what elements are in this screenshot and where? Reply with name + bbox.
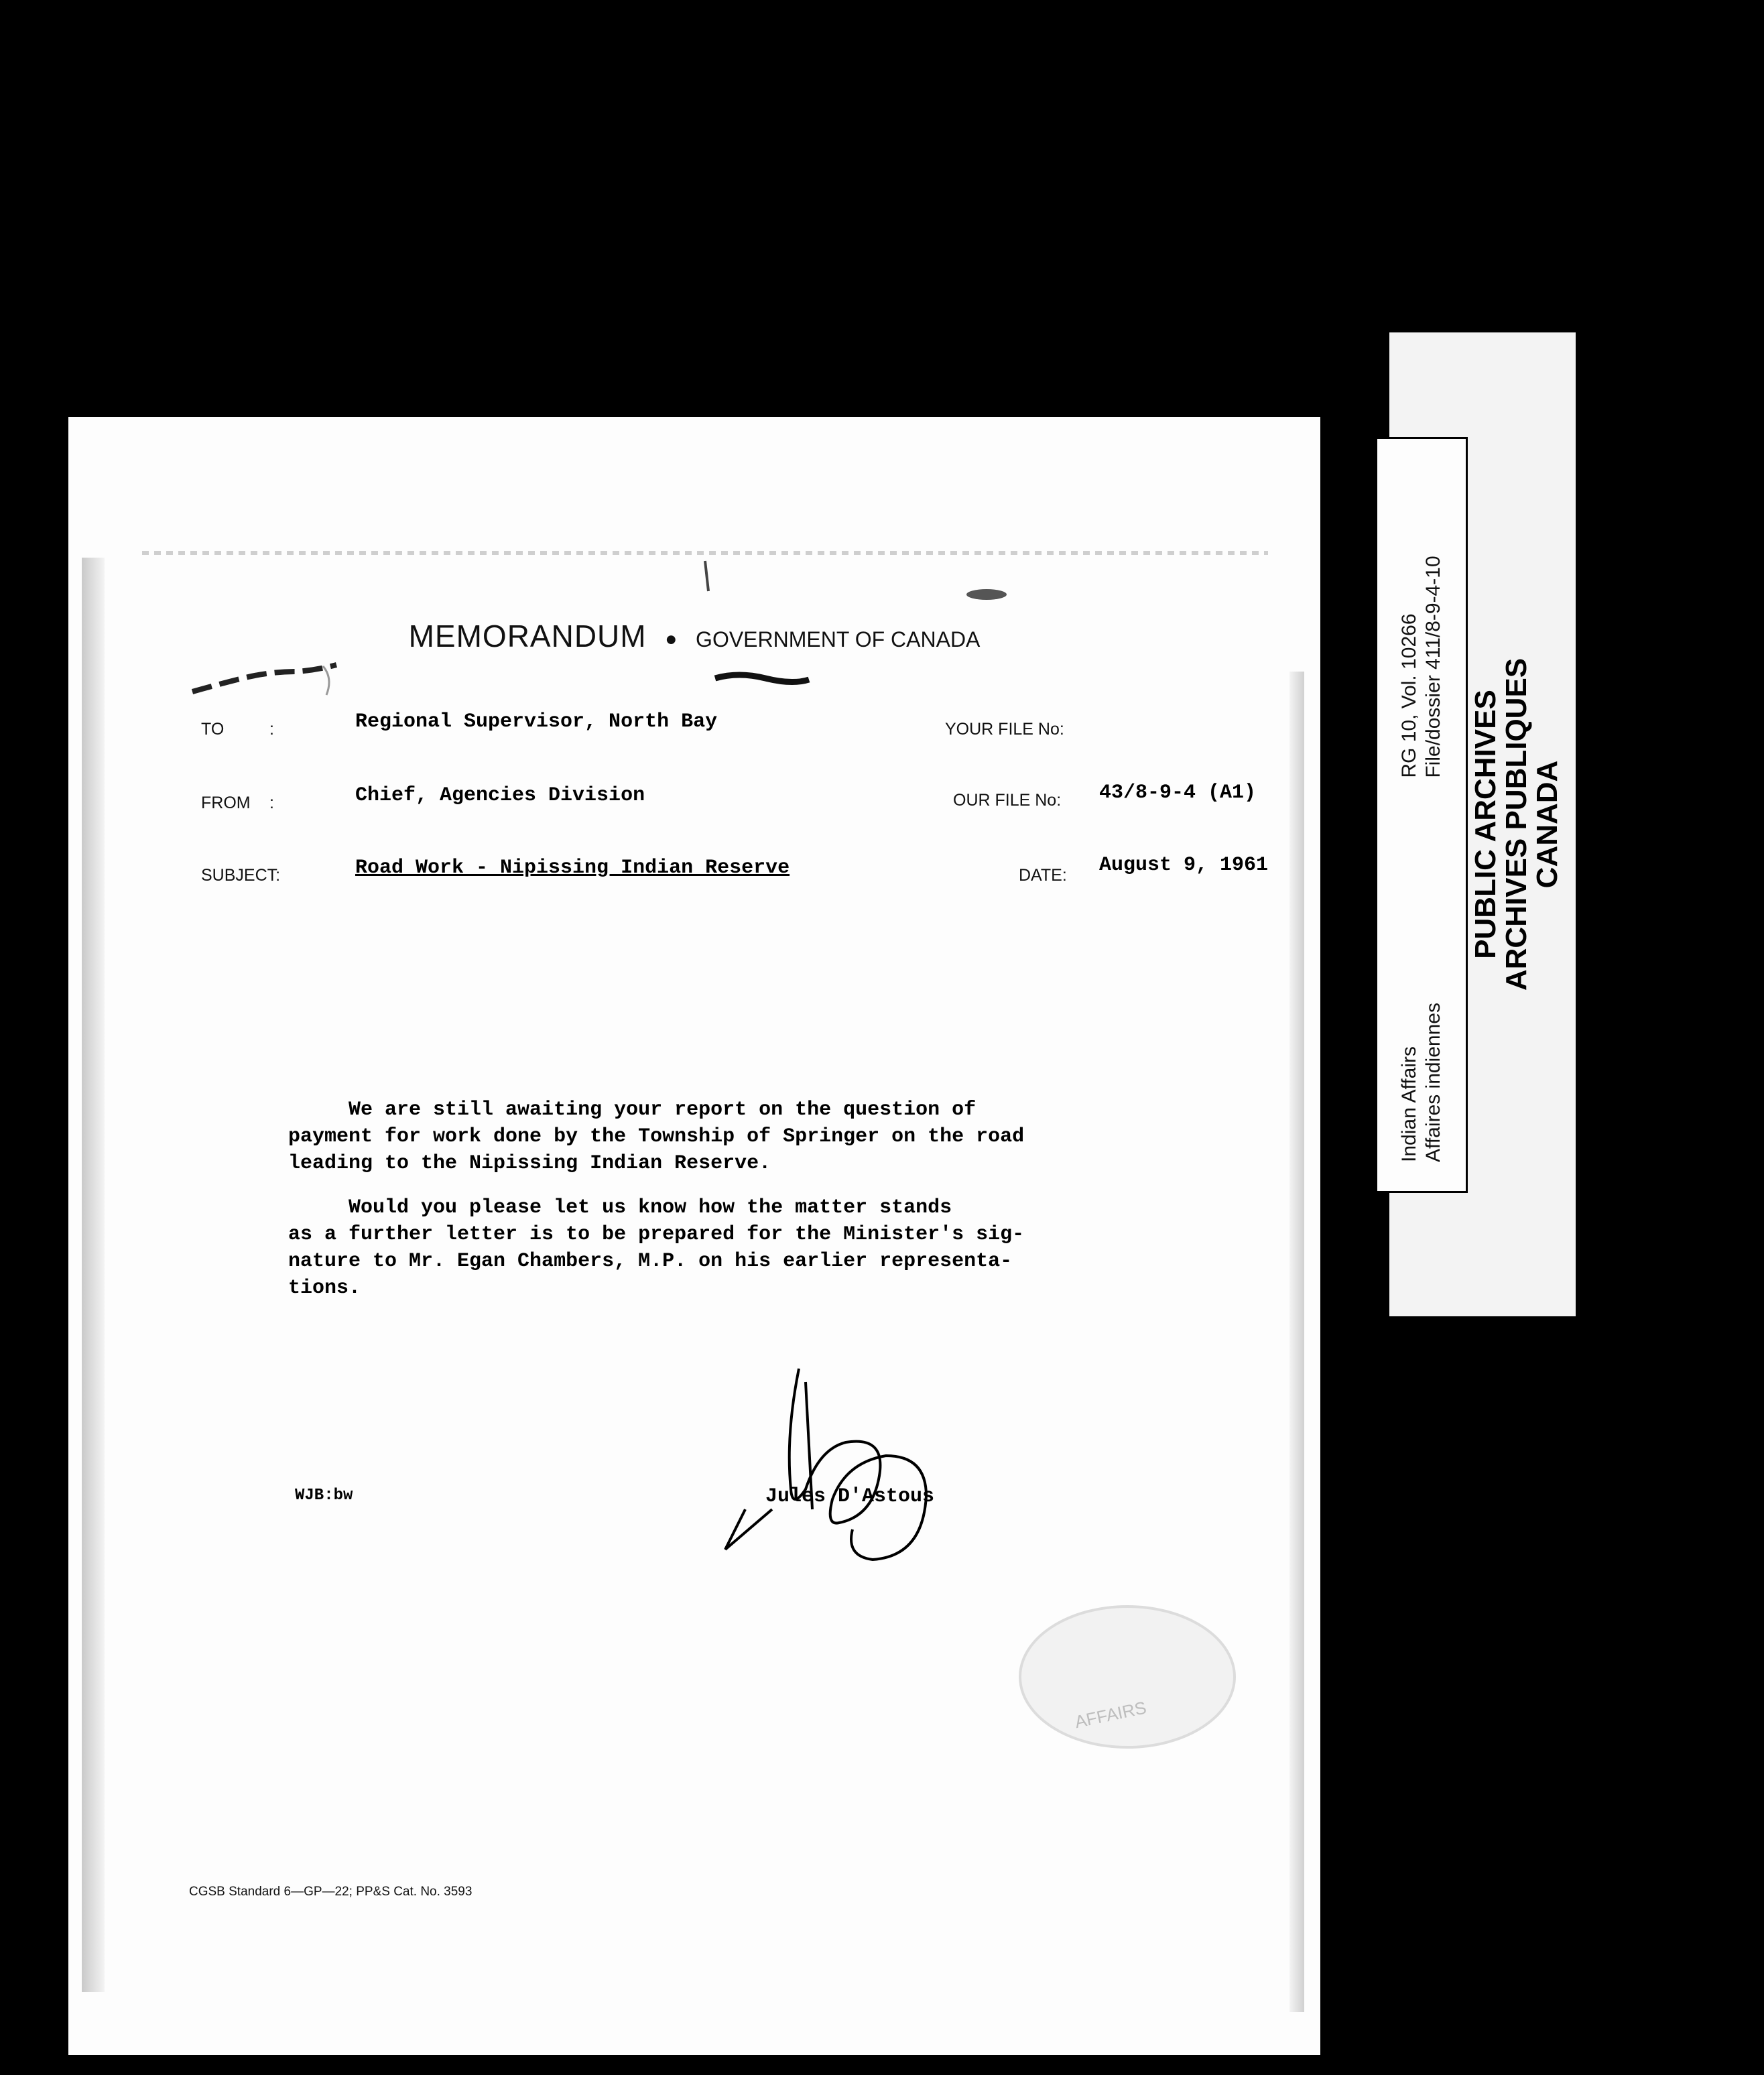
- body-line: as a further letter is to be prepared for the Minister's sig-: [288, 1223, 1025, 1246]
- department-fr: Affaires indiennes: [1422, 1003, 1444, 1162]
- page-edge-shadow: [1289, 672, 1304, 2012]
- ink-smudge-icon: [685, 558, 725, 598]
- from-value: Chief, Agencies Division: [355, 784, 645, 807]
- archive-label-inner: [1375, 437, 1468, 1193]
- body-line: tions.: [288, 1277, 361, 1300]
- archive-name-fr: ARCHIVES PUBLIQUES: [1500, 657, 1533, 991]
- department-block: [1397, 1003, 1446, 1162]
- stamp-text: AFFAIRS: [1072, 1697, 1149, 1733]
- ink-smudge-icon: [712, 665, 812, 692]
- page-edge-shadow: [82, 558, 105, 1992]
- ink-smudge-icon: [960, 584, 1013, 605]
- signature-icon: [712, 1355, 993, 1570]
- body-line: nature to Mr. Egan Chambers, M.P. on his earlier representa-: [288, 1250, 1013, 1273]
- ink-smudge-icon: [189, 658, 357, 705]
- archive-name-en: PUBLIC ARCHIVES: [1469, 690, 1502, 959]
- date-label: DATE:: [1019, 866, 1067, 885]
- initials: WJB:bw: [295, 1487, 353, 1505]
- department-en: Indian Affairs: [1398, 1046, 1420, 1162]
- our-file-value: 43/8-9-4 (A1): [1099, 781, 1257, 804]
- inner-sheet-edge: [142, 551, 1268, 555]
- body-paragraph-2: [288, 1194, 1159, 1302]
- reference-block: [1397, 556, 1446, 777]
- form-footer: CGSB Standard 6—GP—22; PP&S Cat. No. 3593: [189, 1885, 472, 1899]
- colon-mark: :: [269, 720, 274, 739]
- archive-country: CANADA: [1531, 760, 1564, 889]
- date-value: August 9, 1961: [1099, 854, 1269, 877]
- body-line: leading to the Nipissing Indian Reserve.: [288, 1152, 771, 1175]
- bullet-icon: ●: [665, 627, 678, 650]
- memo-org: GOVERNMENT OF CANADA: [696, 627, 981, 651]
- colon-mark: :: [269, 794, 274, 812]
- subject-value: Road Work - Nipissing Indian Reserve: [355, 857, 790, 879]
- body-line: We are still awaiting your report on the question of: [288, 1098, 976, 1121]
- stamp-icon: [1013, 1596, 1241, 1757]
- memo-title: MEMORANDUM: [408, 619, 647, 653]
- memo-page: [68, 417, 1320, 2055]
- signatory-name: Jules D'Astous: [765, 1485, 935, 1508]
- body-paragraph-1: [288, 1096, 1159, 1177]
- memo-header: [68, 618, 1320, 654]
- record-group-volume: RG 10, Vol. 10266: [1398, 613, 1420, 778]
- our-file-label: OUR FILE No:: [953, 791, 1062, 810]
- body-line: payment for work done by the Township of Springer on the road: [288, 1125, 1025, 1148]
- from-label: FROM: [201, 794, 251, 812]
- your-file-label: YOUR FILE No:: [945, 720, 1064, 739]
- file-dossier-number: File/dossier 411/8-9-4-10: [1422, 556, 1444, 778]
- archive-name-block: [1470, 658, 1563, 991]
- body-line: Would you please let us know how the matter stands: [288, 1196, 952, 1219]
- subject-label: SUBJECT:: [201, 866, 281, 885]
- to-label: TO: [201, 720, 225, 739]
- to-value: Regional Supervisor, North Bay: [355, 710, 718, 733]
